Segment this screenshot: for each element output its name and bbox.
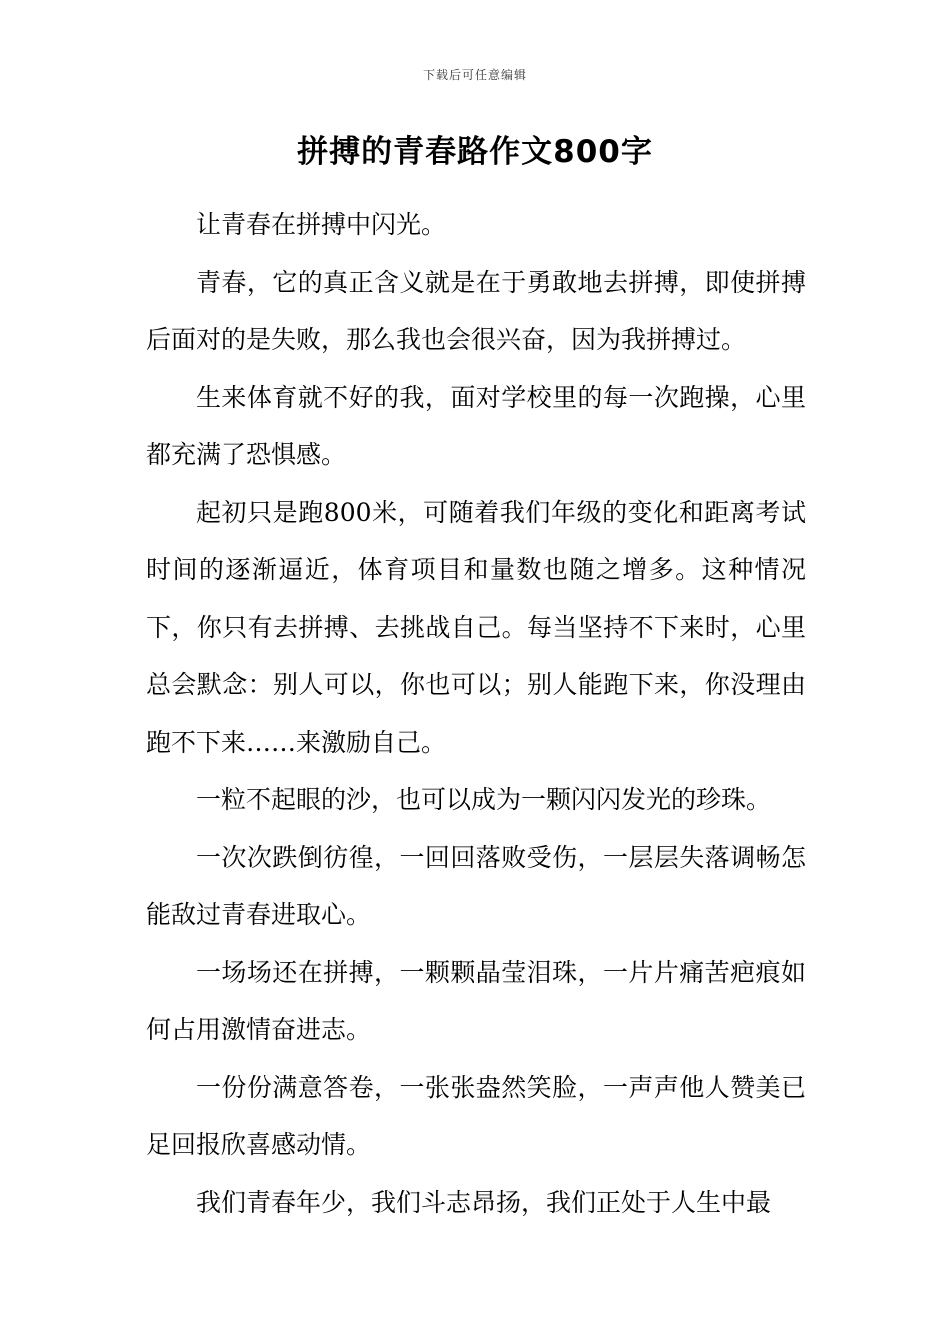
paragraph: 青春，它的真正含义就是在于勇敢地去拼搏，即使拼搏后面对的是失败，那么我也会很兴奋，因为我拼搏过。	[146, 267, 806, 354]
header-note: 下载后可任意编辑	[422, 68, 527, 82]
document-title: 拼搏的青春路作文800字	[297, 134, 653, 170]
document-body	[146, 196, 806, 1231]
paragraph: 生来体育就不好的我，面对学校里的每一次跑操，心里都充满了恐惧感。	[146, 382, 806, 469]
paragraph: 一份份满意答卷，一张张盎然笑脸，一声声他人赞美已足回报欣喜感动情。	[146, 1072, 806, 1159]
paragraph: 起初只是跑800米，可随着我们年级的变化和距离考试时间的逐渐逼近，体育项目和量数也随之增多。这种情况下，你只有去拼搏、去挑战自己。每当坚持不下来时，心里总会默念：别人可以，你也可以；别人能跑下来，你没理由跑不下来……来激励自己。	[146, 497, 806, 757]
paragraph: 一粒不起眼的沙，也可以成为一颗闪闪发光的珍珠。	[196, 785, 772, 814]
paragraph: 让青春在拼搏中闪光。	[196, 210, 447, 239]
paragraph: 一场场还在拼搏，一颗颗晶莹泪珠，一片片痛苦疤痕如何占用激情奋进志。	[146, 957, 806, 1044]
paragraph: 一次次跌倒彷徨，一回回落败受伤，一层层失落调畅怎能敌过青春进取心。	[146, 842, 806, 929]
paragraph: 我们青春年少，我们斗志昂扬，我们正处于人生中最	[196, 1187, 772, 1217]
